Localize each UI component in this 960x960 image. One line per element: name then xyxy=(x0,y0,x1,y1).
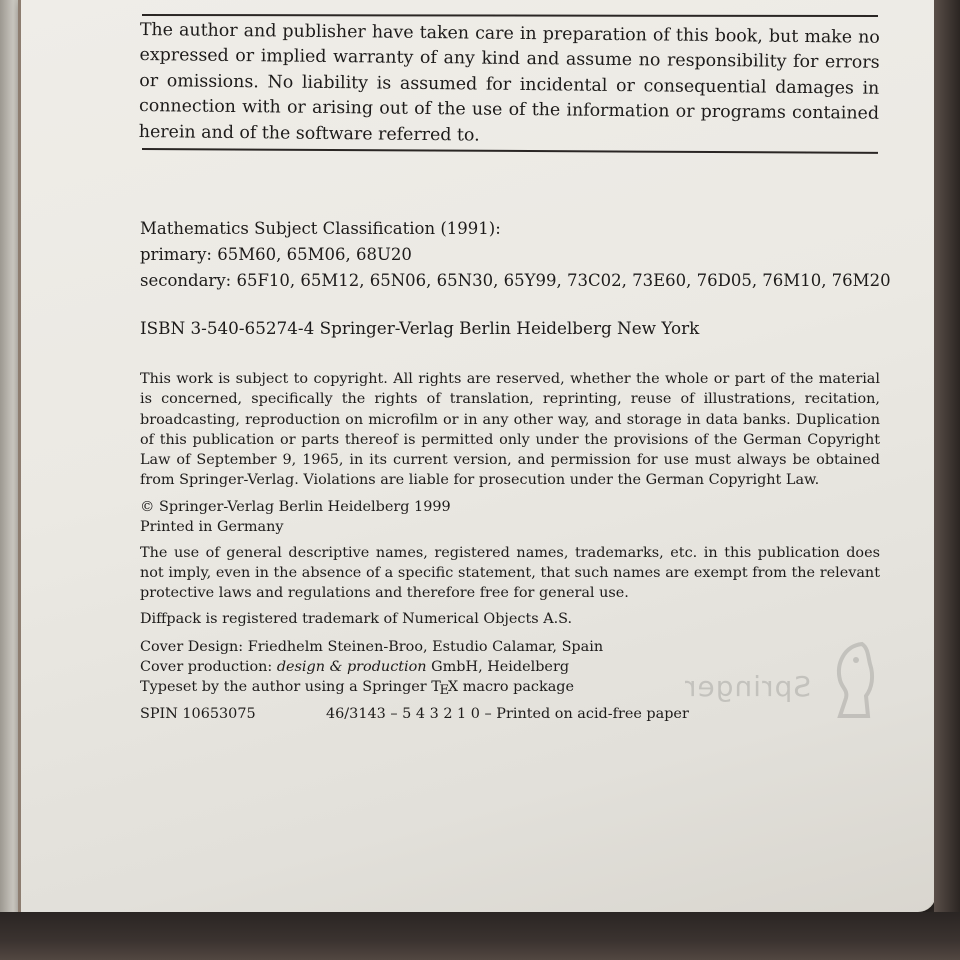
cover-production-italic: design & production xyxy=(276,659,427,675)
copyright-owner: © Springer-Verlag Berlin Heidelberg 1999 xyxy=(140,499,451,515)
msc-secondary: secondary: 65F10, 65M12, 65N06, 65N30, 65Y99, 73C02, 73E60, 76D05, 76M10, 76M20 xyxy=(140,271,891,290)
knight-chess-piece-icon xyxy=(822,636,882,726)
disclaimer-text: The author and publisher have taken care in preparation of this book, but make no expressed or implied warranty of any kind and assume no responsibility for errors or omissions. No liability is assumed for incidental or consequential damages in connection with or arising out of the use of the information or programs contained herein and of the software referred to. xyxy=(138,19,880,146)
isbn-line: ISBN 3-540-65274-4 Springer-Verlag Berlin Heidelberg New York xyxy=(140,318,700,338)
book-bottom-edge xyxy=(0,912,960,960)
tex-logo-e: E xyxy=(439,682,450,698)
typeset-suffix: macro package xyxy=(458,679,575,695)
general-names-notice: The use of general descriptive names, registered names, trademarks, etc. in this publication does not imply, even in the absence of a specific statement, that such names are exempt from the relevant protective laws and regulations and therefore free for general use. xyxy=(140,545,880,601)
page-spine-edge xyxy=(18,0,21,912)
msc-primary: primary: 65M60, 65M06, 68U20 xyxy=(140,245,412,264)
show-through-logo-text: Springer xyxy=(684,670,812,703)
copyright-notice-text: This work is subject to copyright. All rights are reserved, whether the whole or part of the material is concerned, specifically the rights of translation, reprinting, reuse of illustrations, recitation, broadcasting, reproduction on microfilm or in any other way, and storage in data banks. Duplication of this publication or parts thereof is permitted only under the provisions of the German Copyright Law of September 9, 1965, in its current version, and permission for use must always be obtained from Springer-Verlag. Violations are liable for prosecution under the German Copyright Law. xyxy=(140,371,880,489)
trademark-notice: Diffpack is registered trademark of Numerical Objects A.S. xyxy=(140,611,573,627)
cover-production-prefix: Cover production: xyxy=(140,659,277,675)
book-cover-edge xyxy=(934,0,960,912)
printed-in: Printed in Germany xyxy=(140,519,284,535)
tex-logo-x: X xyxy=(447,679,459,695)
cover-production-suffix: GmbH, Heidelberg xyxy=(426,659,570,675)
print-run-line: 46/3143 – 5 4 3 2 1 0 – Printed on acid-free paper xyxy=(326,706,689,722)
msc-heading: Mathematics Subject Classification (1991): xyxy=(140,219,501,238)
typeset-prefix: Typeset by the author using a Springer T xyxy=(140,679,441,695)
show-through-publisher-logo xyxy=(684,636,894,736)
spin-code: SPIN 10653075 xyxy=(140,706,256,722)
cover-design-credit: Cover Design: Friedhelm Steinen-Broo, Estudio Calamar, Spain xyxy=(140,639,604,655)
subject-classification xyxy=(140,216,891,294)
copyright-notice xyxy=(140,369,880,491)
